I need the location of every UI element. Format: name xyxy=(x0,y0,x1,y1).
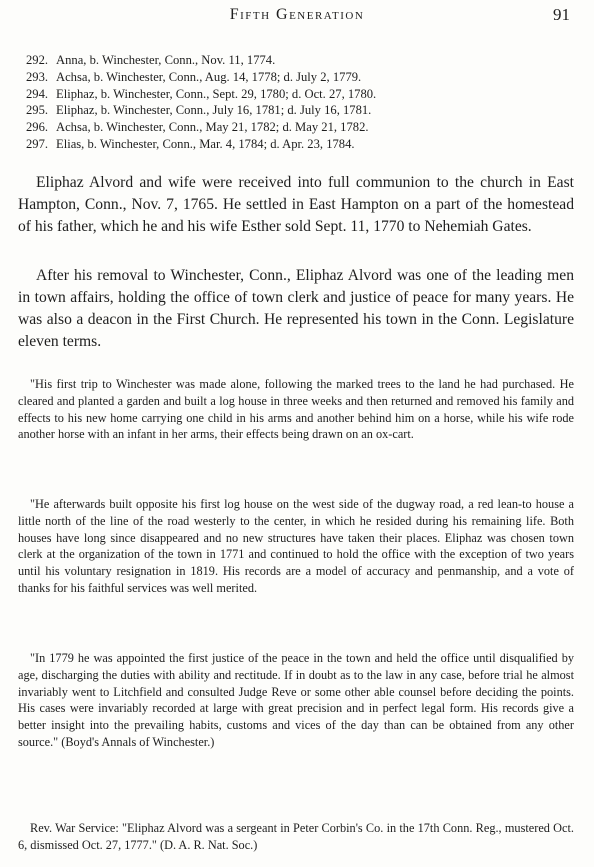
list-item xyxy=(26,86,566,103)
quote-justice-1779: "In 1779 he was appointed the first justice of the peace in the town and held the office until disqualified by age, discharging the duties with ability and rectitude. If in doubt as to the law in any case, before trial he almost invariably went to Litchfield and consulted Judge Reve or some other able counsel before deciding the points. His cases were invariably recorded at large with great precision and in perfect legal form. His records give a better insight into the prevailing habits, customs and vices of the day than can be obtained from any other source." (Boyd's Annals of Winchester.) xyxy=(18,651,574,749)
entry-text: Achsa, b. Winchester, Conn., May 21, 1782; d. May 21, 1782. xyxy=(56,120,369,135)
page-number: 91 xyxy=(553,5,570,24)
running-head: Fifth Generation xyxy=(229,6,365,23)
entry-number: 294. xyxy=(26,86,49,101)
entry-number: 297. xyxy=(26,136,49,151)
list-item xyxy=(26,102,566,119)
war-service-note: Rev. War Service: "Eliphaz Alvord was a sergeant in Peter Corbin's Co. in the 17th Conn. Reg., mustered Oct. 6, dismissed Oct. 27, 1777." (D. A. R. Nat. Soc.) xyxy=(18,821,574,852)
entry-text: Eliphaz, b. Winchester, Conn., Sept. 29, 1780; d. Oct. 27, 1780. xyxy=(56,86,377,101)
quote-afterwards: "He afterwards built opposite his first log house on the west side of the dugway road, a red lean-to house a little north of the line of the road westerly to the center, in which he resided during his remaining life. Both houses have long since disappeared and no new structures have taken their places. Eliphaz was chosen town clerk at the organization of the town in 1771 and continued to hold the office with the exception of two years until his voluntary resignation in 1819. His records are a model of accuracy and penmanship, and a vote of thanks for his faithful services was well merited. xyxy=(18,497,574,595)
paragraph-communion: Eliphaz Alvord and wife were received into full communion to the church in East Hampton, Conn., Nov. 7, 1765. He settled in East Hampton on a part of the homestead of his father, which he and his wife Esther sold Sept. 11, 1770 to Nehemiah Gates. xyxy=(18,174,574,235)
entry-text: Elias, b. Winchester, Conn., Mar. 4, 1784; d. Apr. 23, 1784. xyxy=(56,136,355,151)
entry-text: Achsa, b. Winchester, Conn., Aug. 14, 1778; d. July 2, 1779. xyxy=(56,69,362,84)
entry-number: 293. xyxy=(26,69,49,84)
entry-number: 296. xyxy=(26,120,49,135)
entry-text: Anna, b. Winchester, Conn., Nov. 11, 1774. xyxy=(56,53,276,67)
list-item xyxy=(26,69,566,86)
entry-text: Eliphaz, b. Winchester, Conn., July 16, 1781; d. July 16, 1781. xyxy=(56,103,372,118)
list-item xyxy=(26,136,566,153)
paragraph-removal: After his removal to Winchester, Conn., Eliphaz Alvord was one of the leading men in town affairs, holding the office of town clerk and justice of peace for many years. He was also a deacon in the First Church. He represented his town in the Conn. Legislature eleven terms. xyxy=(18,267,574,350)
list-item xyxy=(26,119,566,136)
list-item xyxy=(26,52,566,69)
children-list xyxy=(26,52,566,153)
quote-first-trip: "His first trip to Winchester was made alone, following the marked trees to the land he had purchased. He cleared and planted a garden and built a log house in three weeks and then returned and removed his family and effects to his new home carrying one child in his arms and another behind him on a horse, while his wife rode another horse with an infant in her arms, their effects being drawn on an ox-cart. xyxy=(18,377,574,442)
entry-number: 295. xyxy=(26,103,49,118)
entry-number: 292. xyxy=(26,53,49,67)
